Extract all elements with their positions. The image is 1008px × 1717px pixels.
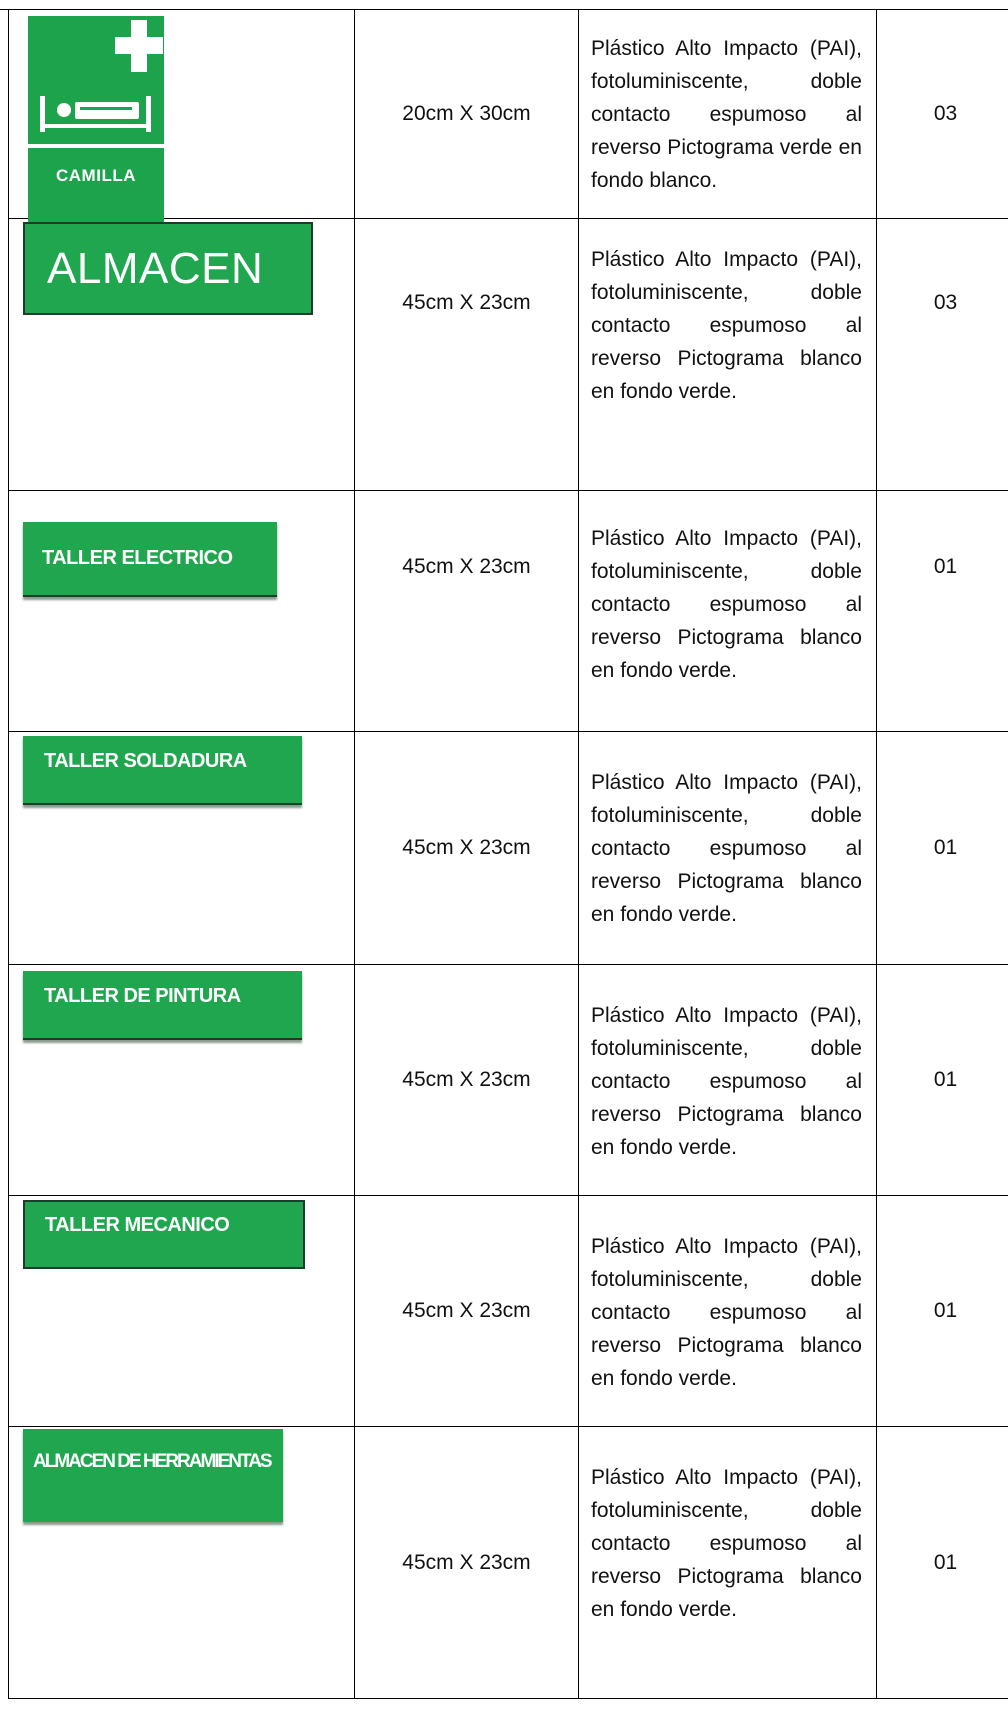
taller-mecanico-sign: TALLER MECANICO (23, 1200, 305, 1269)
quantity-cell: 01 (877, 491, 1008, 732)
table-row (9, 732, 1008, 965)
size-cell: 45cm X 23cm (355, 1427, 579, 1699)
size-cell: 45cm X 23cm (355, 965, 579, 1196)
description-cell: Plástico Alto Impacto (PAI), fotoluminiscente, doble contacto espumoso al reverso Pictograma blanco en fondo verde. (579, 732, 877, 965)
description-cell: Plástico Alto Impacto (PAI), fotoluminiscente, doble contacto espumoso al reverso Pictograma blanco en fondo verde. (579, 1196, 877, 1427)
sign-image-cell (9, 965, 355, 1196)
sign-label: CAMILLA (56, 166, 136, 185)
camilla-sign (28, 16, 164, 228)
sign-image-cell (9, 1196, 355, 1427)
taller-soldadura-sign: TALLER SOLDADURA (23, 736, 302, 805)
sign-image-cell (9, 491, 355, 732)
size-cell: 45cm X 23cm (355, 219, 579, 491)
description-cell: Plástico Alto Impacto (PAI), fotoluminiscente, doble contacto espumoso al reverso Pictograma verde en fondo blanco. (579, 10, 877, 219)
sign-image-cell (9, 1427, 355, 1699)
almacen-herramientas-sign: ALMACEN DE HERRAMIENTAS (23, 1429, 283, 1522)
quantity-cell: 03 (877, 10, 1008, 219)
table-row (9, 491, 1008, 732)
almacen-sign: ALMACEN (23, 222, 313, 315)
quantity-cell: 01 (877, 1427, 1008, 1699)
size-cell: 20cm X 30cm (355, 10, 579, 219)
signage-spec-table (8, 9, 1008, 1699)
size-cell: 45cm X 23cm (355, 491, 579, 732)
table-row (9, 1196, 1008, 1427)
taller-electrico-sign: TALLER ELECTRICO (23, 522, 277, 597)
sign-image-cell (9, 10, 355, 219)
description-cell: Plástico Alto Impacto (PAI), fotoluminiscente, doble contacto espumoso al reverso Pictograma blanco en fondo verde. (579, 219, 877, 491)
size-cell: 45cm X 23cm (355, 732, 579, 965)
quantity-cell: 03 (877, 219, 1008, 491)
stretcher-icon (40, 94, 152, 134)
quantity-cell: 01 (877, 965, 1008, 1196)
description-cell: Plástico Alto Impacto (PAI), fotoluminiscente, doble contacto espumoso al reverso Pictograma blanco en fondo verde. (579, 965, 877, 1196)
table-row (9, 1427, 1008, 1699)
quantity-cell: 01 (877, 732, 1008, 965)
table-row (9, 965, 1008, 1196)
table-row (9, 219, 1008, 491)
description-cell: Plástico Alto Impacto (PAI), fotoluminiscente, doble contacto espumoso al reverso Pictograma blanco en fondo verde. (579, 1427, 877, 1699)
sign-image-cell (9, 219, 355, 491)
size-cell: 45cm X 23cm (355, 1196, 579, 1427)
quantity-cell: 01 (877, 1196, 1008, 1427)
table-row (9, 10, 1008, 219)
description-cell: Plástico Alto Impacto (PAI), fotoluminiscente, doble contacto espumoso al reverso Pictograma blanco en fondo verde. (579, 491, 877, 732)
sign-image-cell (9, 732, 355, 965)
taller-pintura-sign: TALLER DE PINTURA (23, 971, 302, 1040)
